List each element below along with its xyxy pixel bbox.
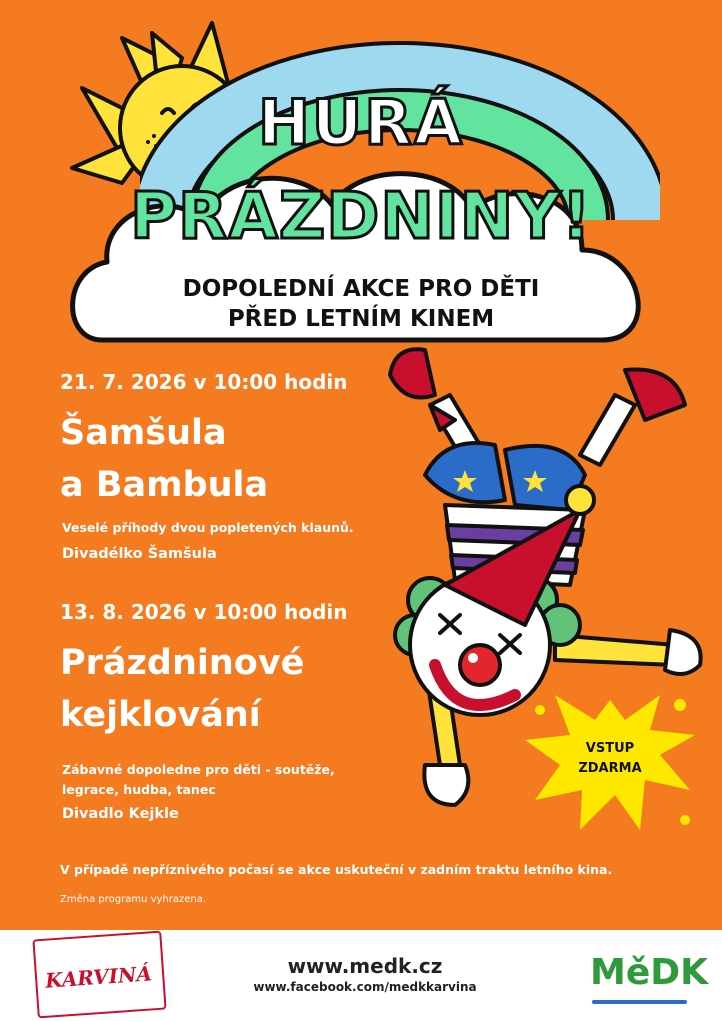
- weather-notice: V případě nepříznivého počasí se akce uskuteční v zadním traktu letního kina.: [60, 862, 613, 877]
- karvina-logo: [32, 931, 166, 1019]
- event1-title-line2: a Bambula: [60, 465, 269, 505]
- website-link[interactable]: www.medk.cz: [287, 954, 443, 978]
- karvina-logo-text: KARVINÁ: [44, 961, 153, 993]
- event2-title-line2: kejklování: [60, 695, 261, 735]
- facebook-link[interactable]: www.facebook.com/medkkarvina: [253, 980, 477, 994]
- disclaimer: Změna programu vyhrazena.: [60, 894, 207, 905]
- event1-organizer: Divadélko Šamšula: [62, 546, 217, 562]
- medk-logo-text: MěDK: [590, 952, 709, 993]
- subtitle-line2: PŘED LETNÍM KINEM: [227, 306, 495, 332]
- event1-title-line1: Šamšula: [60, 413, 227, 453]
- headline-line2: PRÁZDNINY!: [130, 180, 592, 254]
- event2-date: 13. 8. 2026 v 10:00 hodin: [60, 600, 348, 624]
- medk-logo-underline: [592, 1000, 687, 1004]
- event2-description-line1: Zábavné dopoledne pro děti - soutěže,: [62, 762, 335, 777]
- footer: [0, 930, 722, 1021]
- event2-description-line2: legrace, hudba, tanec: [62, 782, 216, 797]
- subtitle-line1: DOPOLEDNÍ AKCE PRO DĚTI: [182, 276, 540, 302]
- badge-line2: ZDARMA: [578, 761, 642, 776]
- medk-logo: [590, 940, 709, 1010]
- event2-title-line1: Prázdninové: [60, 643, 305, 683]
- event1-date: 21. 7. 2026 v 10:00 hodin: [60, 370, 348, 394]
- event2-organizer: Divadlo Kejkle: [62, 806, 179, 822]
- badge-line1: VSTUP: [585, 741, 635, 756]
- paint-splash-icon: [520, 680, 700, 840]
- event1-description: Veselé příhody dvou popletených klaunů.: [62, 520, 354, 535]
- headline-line1: HURÁ: [258, 86, 464, 159]
